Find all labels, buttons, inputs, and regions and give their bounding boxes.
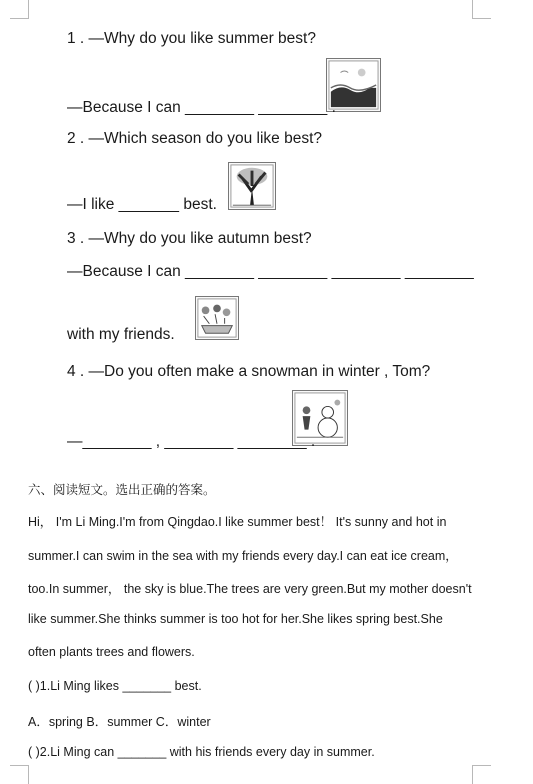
question-2: 2 . —Which season do you like best? bbox=[67, 130, 323, 147]
question-3: 3 . —Why do you like autumn best? bbox=[67, 230, 312, 247]
answer-3[interactable]: —Because I can ________ ________ ________ ________ bbox=[67, 263, 474, 280]
section-title: 六、阅读短文。选出正确的答案。 bbox=[28, 483, 216, 497]
answer-1[interactable]: —Because I can ________ ________ . bbox=[67, 99, 336, 116]
answer-3-continued: with my friends. bbox=[67, 326, 175, 343]
answer-4[interactable]: —________ , ________ ________ . bbox=[67, 433, 316, 450]
tree-picture-icon bbox=[228, 162, 276, 210]
question-1: 1 . —Why do you like summer best? bbox=[67, 30, 316, 47]
answer-2[interactable]: —I like _______ best. bbox=[67, 196, 217, 213]
picnic-picture-icon bbox=[195, 296, 239, 340]
crop-mark-top-left bbox=[10, 0, 29, 19]
question-item-2[interactable]: ( )2.Li Ming can _______ with his friends every day in summer. bbox=[28, 745, 375, 759]
question-4: 4 . —Do you often make a snowman in winter , Tom? bbox=[67, 363, 431, 380]
passage-line-1: Hi， I'm Li Ming.I'm from Qingdao.I like summer best！ It's sunny and hot in bbox=[28, 515, 447, 529]
passage-line-4: like summer.She thinks summer is too hot for her.She likes spring best.She bbox=[28, 612, 443, 626]
crop-mark-bottom-right bbox=[472, 765, 491, 784]
crop-mark-bottom-left bbox=[10, 765, 29, 784]
passage-line-5: often plants trees and flowers. bbox=[28, 645, 195, 659]
passage-line-2: summer.I can swim in the sea with my friends every day.I can eat ice cream， bbox=[28, 549, 458, 563]
question-item-1[interactable]: ( )1.Li Ming likes _______ best. bbox=[28, 679, 202, 693]
question-item-1-options[interactable]: A．spring B．summer C．winter bbox=[28, 715, 211, 729]
crop-mark-top-right bbox=[472, 0, 491, 19]
passage-line-3: too.In summer， the sky is blue.The trees are very green.But my mother doesn't bbox=[28, 582, 472, 596]
